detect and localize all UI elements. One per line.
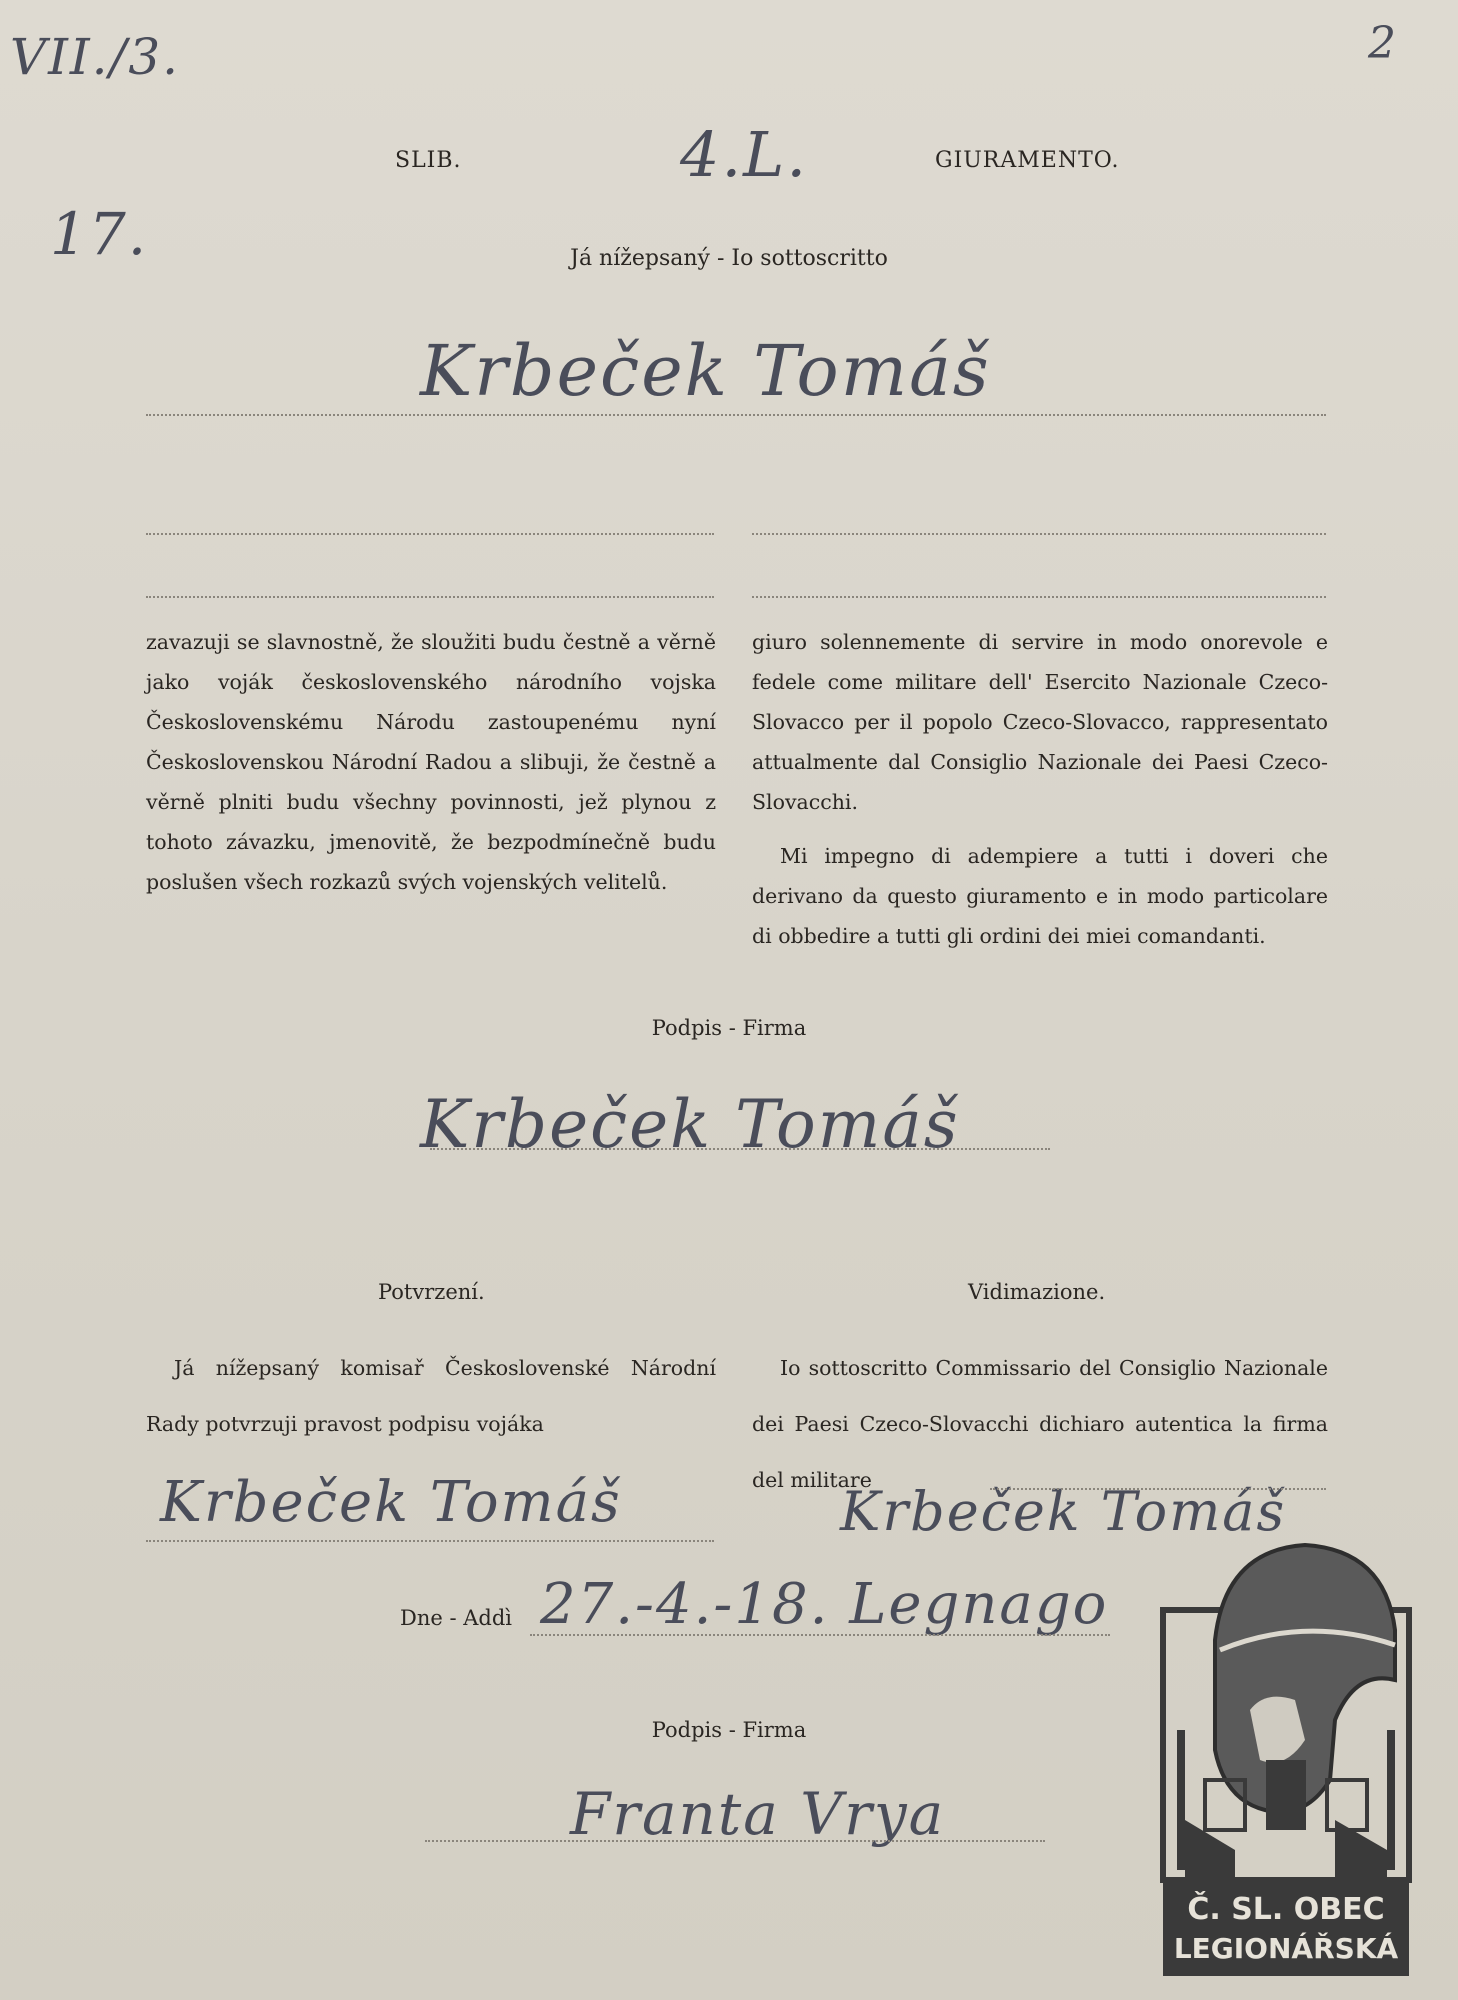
- signature-label: Podpis - Firma: [651, 1016, 807, 1040]
- blank-line-right-2: [752, 596, 1326, 598]
- header-slib: SLIB.: [395, 148, 462, 173]
- signature-handwritten: Krbeček Tomáš: [420, 1086, 960, 1163]
- confirm-name-italian-handwritten: Krbeček Tomáš: [840, 1480, 1287, 1543]
- oath-italian: [752, 622, 1328, 970]
- blank-line-right-1: [752, 533, 1326, 535]
- legion-logo: [1155, 1520, 1417, 1980]
- name-dotted-line: [146, 414, 1326, 416]
- signature2-label: Podpis - Firma: [651, 1718, 807, 1742]
- signature2-handwritten: Franta Vrya: [570, 1780, 946, 1848]
- signature2-dotted-line: [425, 1840, 1045, 1842]
- confirm-line-czech: [146, 1540, 714, 1542]
- date-handwritten: 27.-4.-18. Legnago: [540, 1572, 1109, 1637]
- confirm-title-czech: Potvrzení.: [378, 1280, 485, 1304]
- oath-italian-paragraph-2: Mi impegno di adempiere a tutti i doveri che derivano da questo giuramento e in modo particolare di obbedire a tutti gli ordini dei miei comandanti.: [752, 844, 1328, 948]
- soldier-name-handwritten: Krbeček Tomáš: [420, 330, 991, 412]
- header-giuramento: GIURAMENTO.: [935, 148, 1120, 173]
- oath-italian-paragraph-1: giuro solennemente di servire in modo onorevole e fedele come militare dell' Esercito Nazionale Czeco-Slovacco per il popolo Czeco-Slovacco, rappresentato attualmente dal Consiglio Nazionale dei Paesi Czeco-Slovacchi.: [752, 630, 1328, 814]
- header-unit-note: 4.L.: [680, 118, 809, 191]
- oath-czech-paragraph: zavazuji se slavnostně, že sloužiti budu čestně a věrně jako voják československého národního vojska Československému Národu zastoupenému nyní Československou Národní Radou a slibuji, že čestně a věrně plniti budu všechny povinnosti, jež plynou z tohoto závazku, jmenovitě, že bezpodmínečně budu poslušen všech rozkazů svých vojenských velitelů.: [146, 630, 716, 894]
- confirm-name-czech-handwritten: Krbeček Tomáš: [160, 1470, 622, 1535]
- margin-fraction-note: VII./3.: [10, 28, 181, 86]
- margin-number-note: 17.: [50, 200, 149, 268]
- confirm-text-czech: Já nížepsaný komisař Československé Národní Rady potvrzuji pravost podpisu vojáka: [146, 1356, 716, 1436]
- intro-line: Já nížepsaný - Io sottoscritto: [570, 246, 888, 271]
- confirm-text-italian: Io sottoscritto Commissario del Consiglio Nazionale dei Paesi Czeco-Slovacchi dichiaro autentica la firma del militare: [752, 1356, 1328, 1492]
- date-label: Dne - Addì: [400, 1606, 513, 1630]
- oath-czech: [146, 622, 716, 916]
- confirm-title-italian: Vidimazione.: [968, 1280, 1106, 1304]
- date-dotted-line: [530, 1634, 1110, 1636]
- blank-line-left-2: [146, 596, 714, 598]
- logo-text-line2: LEGIONÁŘSKÁ: [1173, 1932, 1399, 1965]
- logo-text-line1: Č. SL. OBEC: [1187, 1892, 1385, 1927]
- blank-line-left-1: [146, 533, 714, 535]
- signature-dotted-line: [430, 1148, 1050, 1150]
- corner-mark: 2: [1368, 18, 1398, 69]
- confirm-line-italian: [990, 1488, 1326, 1490]
